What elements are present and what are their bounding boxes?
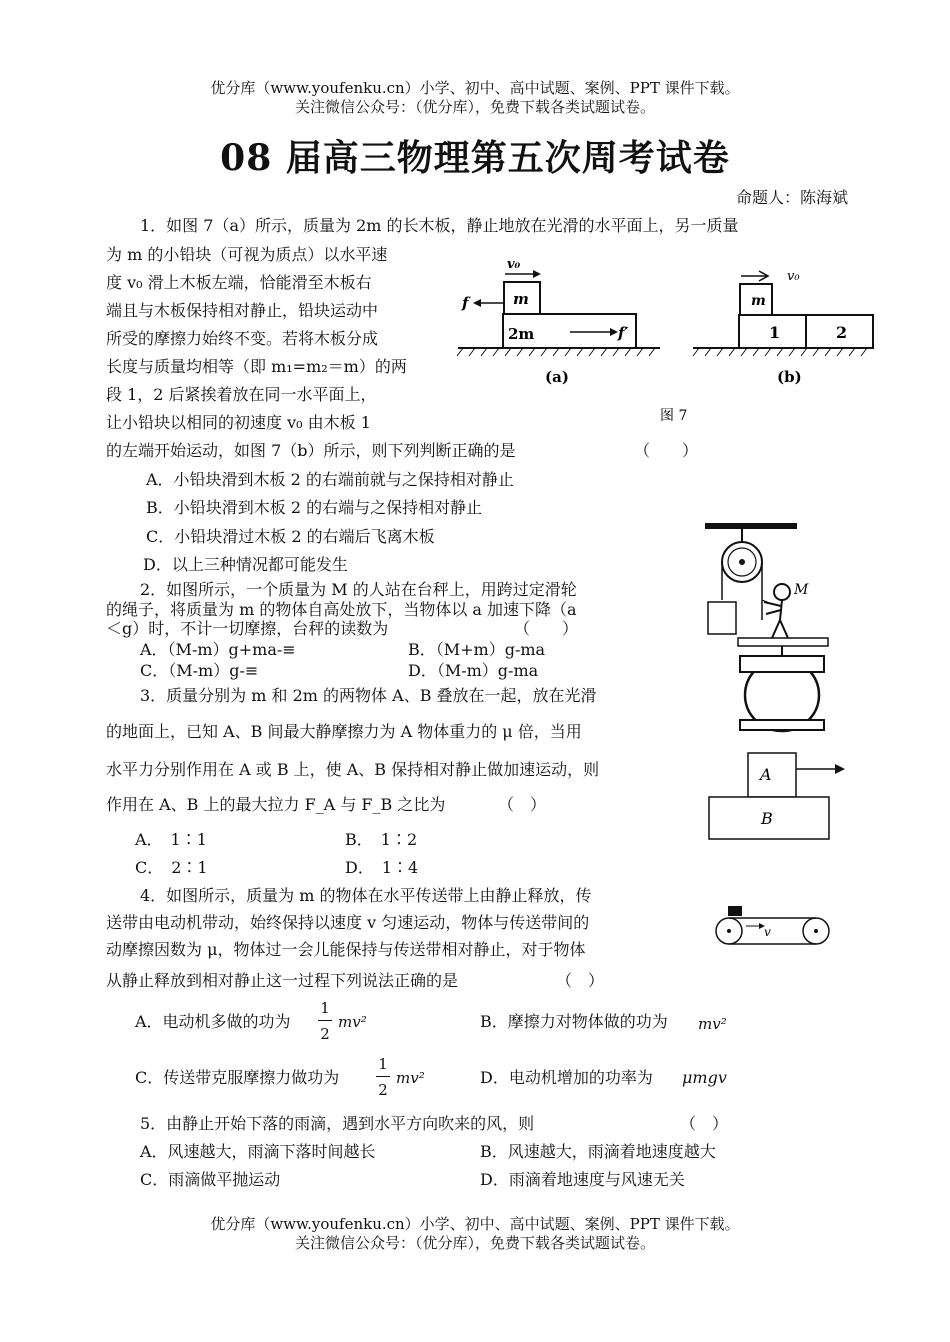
q2-line-0: 2．如图所示，一个质量为 M 的人站在台秤上，用跨过定滑轮 <box>140 580 577 599</box>
q1-option-d: D．以上三种情况都可能发生 <box>143 555 348 574</box>
velocity-arrow-icon <box>533 270 541 278</box>
hanging-mass <box>708 602 736 634</box>
label-m-b: m <box>751 293 766 309</box>
label-v: v <box>764 925 771 939</box>
q1-option-c: C．小铅块滑过木板 2 的右端后飞离木板 <box>146 527 435 546</box>
q4-answer-bracket: （ ） <box>556 971 605 990</box>
q1-line-0: 1．如图 7（a）所示，质量为 2m 的长木板，静止地放在光滑的水平面上，另一质量 <box>140 216 739 235</box>
figure-7b <box>693 269 873 386</box>
q3-option-d: D． 1∶4 <box>345 858 419 877</box>
q1-line-5: 长度与质量均相等（即 m₁=m₂＝m）的两 <box>106 357 407 376</box>
q2-option-b: B．（M+m）g-ma <box>408 640 546 659</box>
q5-answer-bracket: （ ） <box>680 1114 729 1133</box>
q3-option-c: C． 2∶1 <box>135 858 208 877</box>
q5-option-d: D．雨滴着地速度与风速无关 <box>480 1170 685 1189</box>
q3-line-2: 水平力分别作用在 A 或 B 上，使 A、B 保持相对静止做加速运动，则 <box>106 760 600 779</box>
pulley-scale-figure <box>700 520 840 735</box>
label-A: A <box>760 765 772 784</box>
q2-option-c: C．（M-m）g-≡ <box>140 661 259 680</box>
q4-line-3: 从静止释放到相对静止这一过程下列说法正确的是 <box>106 971 459 990</box>
q1-line-2: 度 v₀ 滑上木板左端，恰能滑至木板右 <box>106 273 372 292</box>
conveyor-block <box>728 906 742 916</box>
q2-line-2: ＜g）时，不计一切摩擦，台秤的读数为 <box>106 619 389 638</box>
label-2: 2 <box>836 323 848 342</box>
q4-c-frac-num: 1 <box>378 1055 388 1073</box>
q1-option-b: B．小铅块滑到木板 2 的右端与之保持相对静止 <box>146 498 483 517</box>
q4-a-frac-num: 1 <box>320 999 330 1017</box>
q1-option-a: A．小铅块滑到木板 2 的右端前就与之保持相对静止 <box>146 470 514 489</box>
label-a: (a) <box>545 368 569 386</box>
q4-option-a: A．电动机多做的功为 <box>135 1012 291 1031</box>
q3-answer-bracket: （ ） <box>498 795 547 814</box>
q4-a-frac-den: 2 <box>320 1025 330 1043</box>
q4-option-c: C．传送带克服摩擦力做功为 <box>135 1068 340 1087</box>
q5-option-c: C．雨滴做平抛运动 <box>140 1170 281 1189</box>
stacked-blocks-figure <box>705 750 850 845</box>
force-arrow-icon <box>835 764 845 774</box>
q2-option-d: D．（M-m）g-ma <box>408 661 539 680</box>
q3-line-0: 3．质量分别为 m 和 2m 的两物体 A、B 叠放在一起，放在光滑 <box>140 686 597 705</box>
q5-line: 5．由静止开始下落的雨滴，遇到水平方向吹来的风，则 <box>140 1114 535 1133</box>
q5-option-a: A．风速越大，雨滴下落时间越长 <box>140 1142 376 1161</box>
q4-a-expr: mv² <box>338 1013 367 1031</box>
conveyor-figure <box>712 900 837 950</box>
q2-line-1: 的绳子，将质量为 m 的物体自高处放下，当物体以 a 加速下降（a <box>106 600 577 619</box>
q4-a-frac-bar <box>318 1020 332 1021</box>
block-A <box>748 753 796 797</box>
label-v0-a: v₀ <box>507 257 521 272</box>
author: 命题人：陈海斌 <box>735 188 848 207</box>
q1-answer-bracket: （ ） <box>634 441 699 460</box>
footer-line-2: 关注微信公众号：（优分库），免费下载各类试题试卷。 <box>294 1234 655 1252</box>
q4-c-expr: mv² <box>396 1069 425 1087</box>
label-v0-b: v₀ <box>787 269 800 284</box>
q4-option-d: D．电动机增加的功率为 <box>480 1068 653 1087</box>
header-line-1: 优分库（www.youfenku.cn）小学、初中、高中试题、案例、PPT 课件下载。 <box>210 79 740 97</box>
friction-arrow-icon <box>473 299 481 307</box>
q3-line-3: 作用在 A、B 上的最大拉力 F_A 与 F_B 之比为 <box>106 795 446 814</box>
q2-answer-bracket: （ ） <box>514 619 579 638</box>
footer-line-1: 优分库（www.youfenku.cn）小学、初中、高中试题、案例、PPT 课件下载。 <box>210 1215 740 1233</box>
q3-line-1: 的地面上，已知 A、B 间最大静摩擦力为 A 物体重力的 μ 倍，当用 <box>106 722 582 741</box>
label-1: 1 <box>769 323 781 342</box>
page-title: 08 届高三物理第五次周考试卷 <box>220 137 730 179</box>
q4-line-2: 动摩擦因数为 μ，物体过一会儿能保持与传送带相对静止，对于物体 <box>106 940 586 959</box>
figure-7-caption: 图 7 <box>660 408 688 424</box>
q1-line-3: 端且与木板保持相对静止，铅块运动中 <box>106 301 379 320</box>
q4-c-frac-den: 2 <box>378 1081 388 1099</box>
label-B: B <box>761 809 773 828</box>
q3-option-b: B． 1∶2 <box>345 830 418 849</box>
q4-line-1: 送带由电动机带动，始终保持以速度 v 匀速运动，物体与传送带间的 <box>106 913 590 932</box>
q1-line-1: 为 m 的小铅块（可视为质点）以水平速 <box>106 245 388 264</box>
q5-option-b: B．风速越大，雨滴着地速度越大 <box>480 1142 716 1161</box>
q3-option-a: A． 1∶1 <box>135 830 207 849</box>
label-f-prime: f′ <box>618 324 629 342</box>
label-m: m <box>513 290 529 308</box>
q1-line-8: 的左端开始运动，如图 7（b）所示，则下列判断正确的是 <box>106 441 516 460</box>
figure-7a <box>457 257 660 386</box>
q4-c-frac-bar <box>376 1076 390 1077</box>
q1-line-6: 段 1，2 后紧挨着放在同一水平面上， <box>106 385 377 404</box>
person-head-icon <box>774 584 790 600</box>
q2-option-a: A．（M-m）g+ma-≡ <box>140 640 296 659</box>
label-M: M <box>794 582 809 598</box>
q4-option-b: B．摩擦力对物体做的功为 <box>480 1012 668 1031</box>
label-b: (b) <box>777 368 802 386</box>
q4-d-expr: μmgv <box>682 1068 727 1087</box>
label-f: f <box>462 294 469 312</box>
figure-7 <box>455 252 905 432</box>
q1-line-4: 所受的摩擦力始终不变。若将木板分成 <box>106 329 379 348</box>
q1-line-7: 让小铅块以相同的初速度 v₀ 由木板 1 <box>106 413 371 432</box>
label-2m: 2m <box>508 325 535 343</box>
q4-line-0: 4．如图所示，质量为 m 的物体在水平传送带上由静止释放，传 <box>140 886 592 905</box>
header-line-2: 关注微信公众号：（优分库），免费下载各类试题试卷。 <box>294 98 655 116</box>
q4-b-expr: mv² <box>698 1015 727 1033</box>
